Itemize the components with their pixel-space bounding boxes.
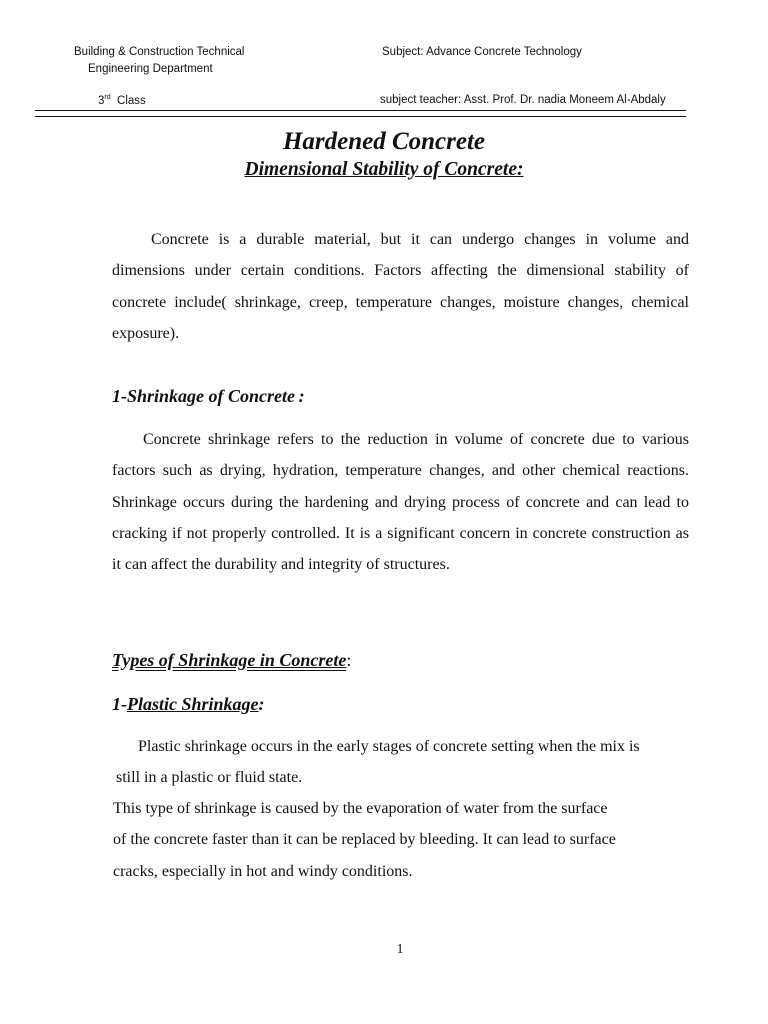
class-label xyxy=(98,94,146,107)
types-heading-text: Types of Shrinkage in Concrete xyxy=(112,650,347,670)
teacher-label: subject teacher: Asst. Prof. Dr. nadia Moneem Al-Abdaly xyxy=(380,94,666,106)
plastic-heading-colon: : xyxy=(258,694,265,714)
plastic-line-5: cracks, especially in hot and windy conditions. xyxy=(113,863,413,880)
department-line-1: Building & Construction Technical xyxy=(74,46,245,58)
plastic-heading xyxy=(112,694,265,715)
class-text: Class xyxy=(117,94,146,107)
class-number: 3 xyxy=(98,94,105,107)
plastic-line-4: of the concrete faster than it can be replaced by bleeding. It can lead to surface xyxy=(113,831,616,848)
subject-label: Subject: Advance Concrete Technology xyxy=(382,46,582,58)
header-divider xyxy=(35,110,686,117)
plastic-heading-text: Plastic Shrinkage xyxy=(127,694,259,714)
types-heading xyxy=(112,650,351,671)
plastic-number: 1- xyxy=(112,694,127,714)
shrinkage-heading: 1-Shrinkage of Concrete : xyxy=(112,386,305,406)
shrinkage-paragraph: Concrete shrinkage refers to the reduction in volume of concrete due to various factors such as drying, hydration, temperature changes, and other chemical reactions. Shrinkage occurs during the hardening and drying process of concrete and can lead to cracking if not properly controlled. It is a significant concern in concrete construction as it can affect the durability and integrity of structures. xyxy=(112,431,689,574)
class-superscript: rd xyxy=(104,94,111,101)
plastic-line-1: Plastic shrinkage occurs in the early stages of concrete setting when the mix is xyxy=(138,738,640,755)
document-subtitle xyxy=(0,159,768,181)
page-number: 1 xyxy=(396,942,404,957)
document-title: Hardened Concrete xyxy=(282,128,486,155)
plastic-line-3: This type of shrinkage is caused by the evaporation of water from the surface xyxy=(113,800,608,817)
intro-paragraph: Concrete is a durable material, but it can undergo changes in volume and dimensions under certain conditions. Factors affecting the dimensional stability of concrete include( shrinkage, creep, temperature changes, moisture changes, chemical exposure). xyxy=(112,231,689,342)
department-line-2: Engineering Department xyxy=(88,63,213,75)
types-heading-colon: : xyxy=(346,650,352,670)
plastic-line-2: still in a plastic or fluid state. xyxy=(116,769,303,786)
subtitle-text: Dimensional Stability of Concrete: xyxy=(244,159,524,180)
